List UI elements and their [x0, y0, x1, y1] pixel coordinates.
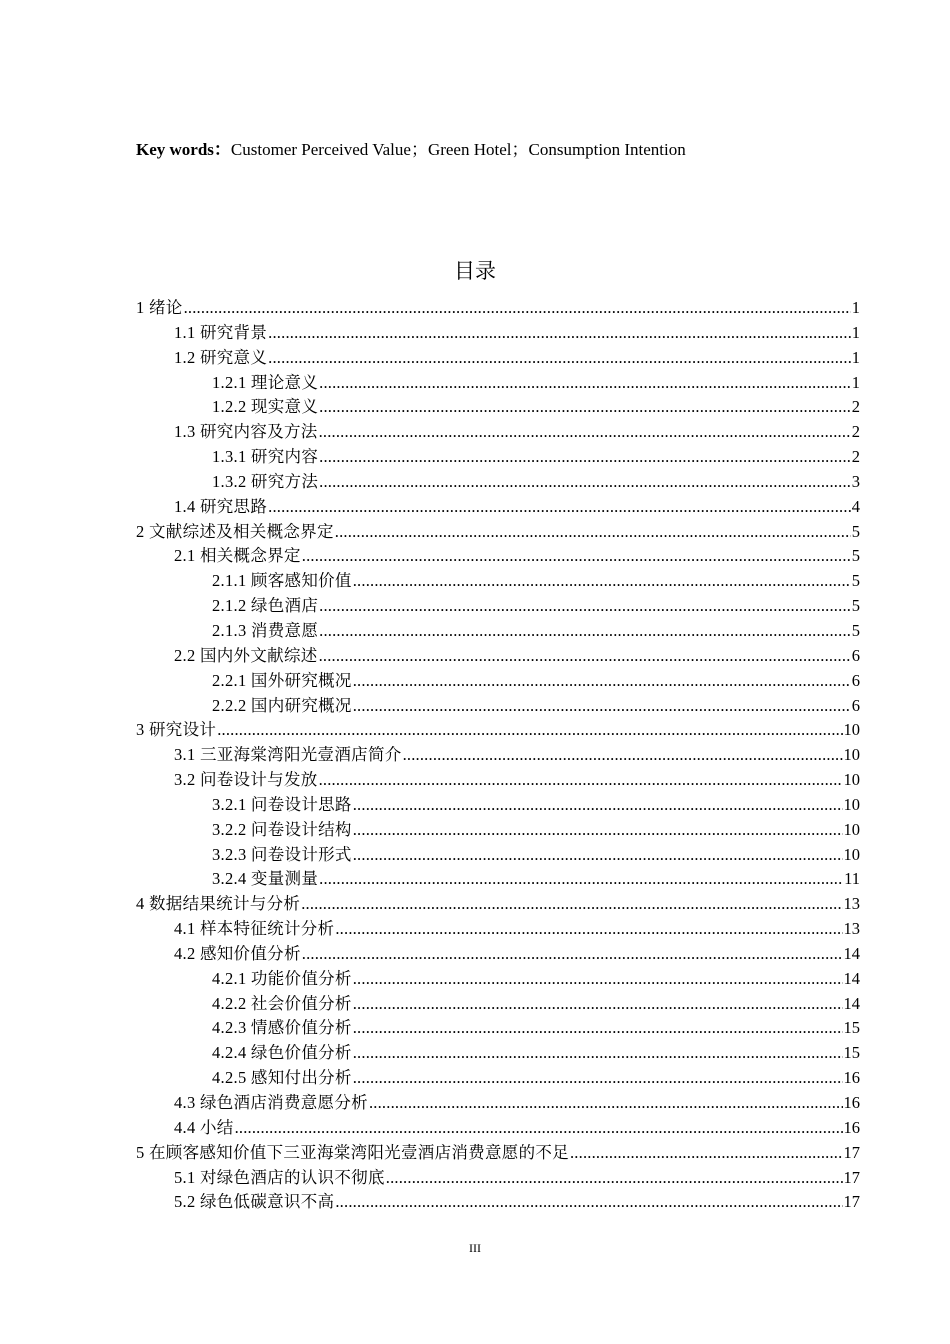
toc-entry-page: 10 [843, 770, 860, 790]
toc-dot-leader [353, 843, 843, 867]
toc-dot-leader [319, 867, 843, 891]
toc-dot-leader [319, 420, 851, 444]
toc-entry-page: 6 [851, 645, 860, 665]
toc-entry[interactable] [136, 346, 860, 371]
toc-entry-page: 1 [851, 322, 860, 342]
toc-entry-page: 17 [843, 1167, 860, 1187]
toc-entry-label: 4.2.2 社会价值分析 [212, 993, 352, 1013]
toc-entry[interactable] [136, 1091, 860, 1116]
toc-entry-label: 3.2.3 问卷设计形式 [212, 844, 352, 864]
toc-dot-leader [570, 1141, 843, 1165]
toc-entry-page: 14 [843, 968, 860, 988]
toc-entry[interactable] [136, 296, 860, 321]
toc-entry-page: 1 [851, 347, 860, 367]
toc-entry-page: 3 [851, 471, 860, 491]
toc-entry-label: 2.1.3 消费意愿 [212, 620, 319, 640]
toc-dot-leader [369, 1091, 843, 1115]
toc-entry-label: 2.1 相关概念界定 [174, 546, 301, 566]
toc-entry-label: 4.2.1 功能价值分析 [212, 968, 352, 988]
table-of-contents [136, 296, 860, 1215]
toc-dot-leader [184, 296, 851, 320]
toc-entry-label: 5.1 对绿色酒店的认识不彻底 [174, 1167, 385, 1187]
toc-entry[interactable] [136, 718, 860, 743]
toc-entry-label: 3.2.1 问卷设计思路 [212, 794, 352, 814]
toc-entry[interactable] [136, 445, 860, 470]
toc-entry-page: 10 [843, 844, 860, 864]
toc-entry-label: 3.1 三亚海棠湾阳光壹酒店简介 [174, 745, 402, 765]
toc-entry-page: 17 [843, 1192, 860, 1212]
keywords-text: Customer Perceived Value；Green Hotel；Consumption Intention [230, 140, 686, 159]
toc-entry[interactable] [136, 470, 860, 495]
toc-entry[interactable] [136, 321, 860, 346]
toc-dot-leader [319, 768, 843, 792]
toc-dot-leader [319, 619, 851, 643]
toc-dot-leader [268, 346, 851, 370]
toc-dot-leader [319, 371, 851, 395]
toc-dot-leader [403, 743, 843, 767]
toc-dot-leader [217, 718, 842, 742]
toc-title: 目录 [454, 259, 496, 283]
toc-entry[interactable] [136, 793, 860, 818]
page-number: III [469, 1241, 481, 1255]
toc-dot-leader [319, 395, 851, 419]
toc-entry[interactable] [136, 694, 860, 719]
toc-entry[interactable] [136, 669, 860, 694]
toc-entry-label: 1.2 研究意义 [174, 347, 268, 367]
toc-entry[interactable] [136, 371, 860, 396]
toc-entry-label: 1.4 研究思路 [174, 496, 268, 516]
toc-entry[interactable] [136, 917, 860, 942]
toc-entry[interactable] [136, 818, 860, 843]
toc-dot-leader [268, 321, 851, 345]
toc-entry-label: 4 数据结果统计与分析 [136, 894, 301, 914]
toc-entry-page: 11 [844, 869, 860, 889]
toc-entry-page: 5 [851, 546, 860, 566]
toc-entry-label: 4.2.5 感知付出分析 [212, 1068, 352, 1088]
toc-entry-page: 13 [843, 894, 860, 914]
toc-entry[interactable] [136, 619, 860, 644]
toc-entry-label: 4.2.4 绿色价值分析 [212, 1043, 352, 1063]
toc-dot-leader [353, 569, 851, 593]
toc-entry[interactable] [136, 420, 860, 445]
toc-entry-page: 5 [851, 596, 860, 616]
toc-entry-label: 4.3 绿色酒店消费意愿分析 [174, 1093, 368, 1112]
toc-dot-leader [301, 892, 842, 916]
toc-entry-page: 2 [851, 422, 860, 442]
toc-entry-label: 1.1 研究背景 [174, 322, 268, 342]
toc-entry[interactable] [136, 1166, 860, 1191]
toc-entry-page: 15 [843, 1043, 860, 1063]
toc-entry-page: 10 [843, 794, 860, 814]
toc-entry-label: 1.3 研究内容及方法 [174, 422, 318, 442]
toc-dot-leader [353, 1016, 843, 1040]
toc-entry-page: 10 [843, 720, 860, 740]
toc-entry[interactable] [136, 544, 860, 569]
toc-entry-label: 5 在顾客感知价值下三亚海棠湾阳光壹酒店消费意愿的不足 [136, 1142, 569, 1162]
toc-entry-page: 16 [843, 1093, 860, 1112]
toc-dot-leader [302, 942, 843, 966]
toc-entry-label: 3.2 问卷设计与发放 [174, 770, 318, 790]
keywords-label: Key words： [136, 140, 231, 159]
toc-entry-label: 2 文献综述及相关概念界定 [136, 521, 334, 541]
toc-entry-page: 14 [843, 993, 860, 1013]
toc-entry-label: 4.2.3 情感价值分析 [212, 1018, 352, 1038]
toc-dot-leader [353, 669, 851, 693]
toc-entry[interactable] [136, 992, 860, 1017]
toc-entry-page: 5 [851, 571, 860, 591]
toc-entry-label: 4.1 样本特征统计分析 [174, 919, 335, 939]
toc-entry-label: 1 绪论 [136, 298, 183, 317]
toc-entry-page: 15 [843, 1018, 860, 1038]
toc-entry[interactable] [136, 967, 860, 992]
toc-entry-label: 1.3.1 研究内容 [212, 447, 319, 467]
toc-entry-page: 2 [851, 447, 860, 467]
toc-entry-label: 3 研究设计 [136, 720, 217, 740]
toc-entry[interactable] [136, 1066, 860, 1091]
toc-entry[interactable] [136, 1141, 860, 1166]
toc-entry-page: 14 [843, 943, 860, 963]
toc-entry-label: 2.2 国内外文献综述 [174, 645, 318, 665]
toc-entry[interactable] [136, 569, 860, 594]
toc-entry-label: 2.2.2 国内研究概况 [212, 695, 352, 715]
toc-entry-label: 1.2.2 现实意义 [212, 397, 319, 417]
toc-entry-page: 16 [843, 1068, 860, 1088]
toc-dot-leader [353, 1041, 843, 1065]
toc-entry-label: 4.2 感知价值分析 [174, 943, 301, 963]
toc-dot-leader [319, 445, 851, 469]
toc-entry[interactable] [136, 495, 860, 520]
toc-entry-page: 17 [843, 1142, 860, 1162]
toc-entry[interactable] [136, 644, 860, 669]
toc-entry[interactable] [136, 843, 860, 868]
toc-entry-label: 4.4 小结 [174, 1117, 234, 1137]
toc-dot-leader [319, 594, 851, 618]
toc-entry-page: 5 [851, 620, 860, 640]
toc-entry-page: 6 [851, 670, 860, 690]
toc-entry-label: 1.3.2 研究方法 [212, 471, 319, 491]
toc-entry[interactable] [136, 1190, 860, 1215]
toc-entry-label: 2.1.1 顾客感知价值 [212, 571, 352, 591]
toc-entry[interactable] [136, 1041, 860, 1066]
toc-entry-label: 2.2.1 国外研究概况 [212, 670, 352, 690]
toc-dot-leader [319, 470, 851, 494]
toc-entry[interactable] [136, 1016, 860, 1041]
toc-entry[interactable] [136, 892, 860, 917]
toc-entry-page: 2 [851, 397, 860, 417]
toc-entry-page: 10 [843, 745, 860, 765]
toc-dot-leader [353, 694, 851, 718]
toc-dot-leader [235, 1116, 843, 1140]
toc-dot-leader [319, 644, 851, 668]
toc-dot-leader [353, 793, 843, 817]
toc-entry-page: 6 [851, 695, 860, 715]
toc-entry[interactable] [136, 1116, 860, 1141]
toc-dot-leader [302, 544, 851, 568]
toc-entry-page: 13 [843, 919, 860, 939]
toc-dot-leader [353, 1066, 843, 1090]
toc-dot-leader [386, 1166, 843, 1190]
toc-entry[interactable] [136, 768, 860, 793]
toc-entry-label: 1.2.1 理论意义 [212, 372, 319, 392]
toc-entry[interactable] [136, 743, 860, 768]
toc-entry[interactable] [136, 395, 860, 420]
toc-entry-page: 1 [851, 298, 860, 317]
toc-entry-page: 1 [851, 372, 860, 392]
toc-dot-leader [335, 917, 842, 941]
toc-dot-leader [335, 1190, 842, 1214]
toc-entry[interactable] [136, 520, 860, 545]
toc-dot-leader [353, 967, 843, 991]
toc-entry-page: 5 [851, 521, 860, 541]
toc-dot-leader [353, 992, 843, 1016]
toc-dot-leader [353, 818, 843, 842]
toc-entry[interactable] [136, 594, 860, 619]
toc-entry-label: 3.2.2 问卷设计结构 [212, 819, 352, 839]
toc-dot-leader [335, 520, 851, 544]
toc-entry-label: 3.2.4 变量测量 [212, 869, 319, 889]
toc-entry-label: 5.2 绿色低碳意识不高 [174, 1192, 335, 1212]
toc-entry[interactable] [136, 867, 860, 892]
toc-dot-leader [268, 495, 851, 519]
toc-entry[interactable] [136, 942, 860, 967]
toc-entry-page: 10 [843, 819, 860, 839]
toc-entry-page: 4 [851, 496, 860, 516]
keywords-line [136, 139, 686, 161]
toc-entry-label: 2.1.2 绿色酒店 [212, 596, 319, 616]
toc-entry-page: 16 [843, 1117, 860, 1137]
